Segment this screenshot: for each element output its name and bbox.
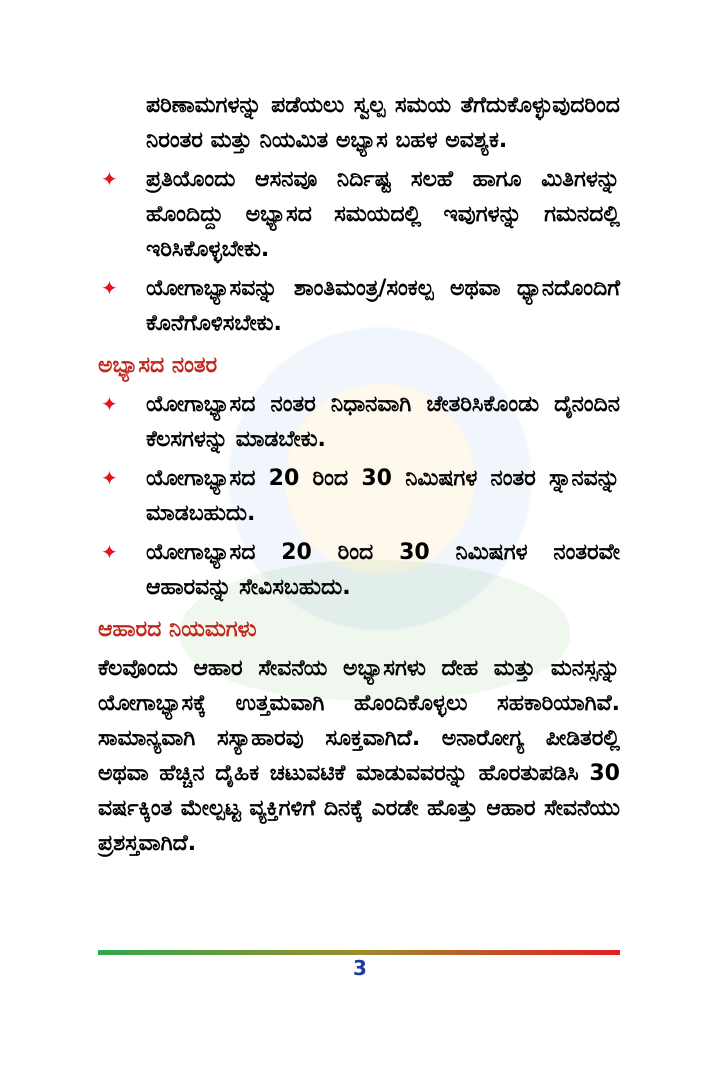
bullet-text: ಯೋಗಾಭ್ಯಾಸದ ನಂತರ ನಿಧಾನವಾಗಿ ಚೇತರಿಸಿಕೊಂಡು ದೈನಂದಿನ ಕೆಲಸಗಳನ್ನು ಮಾಡಬೇಕು. — [146, 392, 620, 452]
list-item — [98, 387, 620, 457]
footer-gradient-rule — [98, 950, 620, 955]
section-heading-after-practice: ಅಭ್ಯಾಸದ ನಂತರ — [98, 353, 218, 378]
star-bullet-icon: ✦ — [101, 466, 118, 490]
list-item — [98, 271, 620, 341]
bullet-text: ಯೋಗಾಭ್ಯಾಸದ 20 ರಿಂದ 30 ನಿಮಿಷಗಳ ನಂತರ ಸ್ನಾನವನ್ನು ಮಾಡಬಹುದು. — [146, 466, 620, 526]
list-item — [98, 535, 620, 605]
star-bullet-icon: ✦ — [101, 392, 118, 416]
list-item — [98, 461, 620, 531]
star-bullet-icon: ✦ — [101, 276, 118, 300]
bullet-text: ಪ್ರತಿಯೊಂದು ಆಸನವೂ ನಿರ್ದಿಷ್ಟ ಸಲಹೆ ಹಾಗೂ ಮಿತಿಗಳನ್ನು ಹೊಂದಿದ್ದು ಅಭ್ಯಾಸದ ಸಮಯದಲ್ಲಿ ಇವುಗಳನ್ನು ಗಮನದಲ್ಲಿ ಇರಿಸಿಕೊಳ್ಳಬೇಕು. — [146, 167, 620, 262]
star-bullet-icon: ✦ — [101, 540, 118, 564]
bullet-text: ಯೋಗಾಭ್ಯಾಸದ 20 ರಿಂದ 30 ನಿಮಿಷಗಳ ನಂತರವೇ ಆಹಾರವನ್ನು ಸೇವಿಸಬಹುದು. — [146, 540, 620, 600]
star-bullet-icon: ✦ — [101, 167, 118, 191]
page-content — [98, 88, 620, 861]
diet-paragraph: ಕೆಲವೊಂದು ಆಹಾರ ಸೇವನೆಯ ಅಭ್ಯಾಸಗಳು ದೇಹ ಮತ್ತು ಮನಸ್ಸನ್ನು ಯೋಗಾಭ್ಯಾಸಕ್ಕೆ ಉತ್ತಮವಾಗಿ ಹೊಂದಿಕೊಳ್ಳಲು ಸಹಕಾರಿಯಾಗಿವೆ. ಸಾಮಾನ್ಯವಾಗಿ ಸಸ್ಯಾಹಾರವು ಸೂಕ್ತವಾಗಿದೆ. ಅನಾರೋಗ್ಯ ಪೀಡಿತರಲ್ಲಿ ಅಥವಾ ಹೆಚ್ಚಿನ ದೈಹಿಕ ಚಟುವಟಿಕೆ ಮಾಡುವವರನ್ನು ಹೊರತುಪಡಿಸಿ 30 ವರ್ಷಕ್ಕಿಂತ ಮೇಲ್ಪಟ್ಟ ವ್ಯಕ್ತಿಗಳಿಗೆ ದಿನಕ್ಕೆ ಎರಡೇ ಹೊತ್ತು ಆಹಾರ ಸೇವನೆಯು ಪ್ರಶಸ್ತವಾಗಿದೆ. — [98, 656, 620, 856]
page-number: 3 — [353, 956, 367, 980]
bullet-text: ಯೋಗಾಭ್ಯಾಸವನ್ನು ಶಾಂತಿಮಂತ್ರ/ಸಂಕಲ್ಪ ಅಥವಾ ಧ್ಯಾನದೊಂದಿಗೆ ಕೊನೆಗೊಳಿಸಬೇಕು. — [146, 276, 620, 336]
section-heading-diet-rules: ಆಹಾರದ ನಿಯಮಗಳು — [98, 617, 257, 642]
list-item — [98, 162, 620, 267]
intro-continuation: ಪರಿಣಾಮಗಳನ್ನು ಪಡೆಯಲು ಸ್ವಲ್ಪ ಸಮಯ ತೆಗೆದುಕೊಳ್ಳುವುದರಿಂದ ನಿರಂತರ ಮತ್ತು ನಿಯಮಿತ ಅಭ್ಯಾಸ ಬಹಳ ಅವಶ್ಯಕ. — [146, 93, 620, 153]
